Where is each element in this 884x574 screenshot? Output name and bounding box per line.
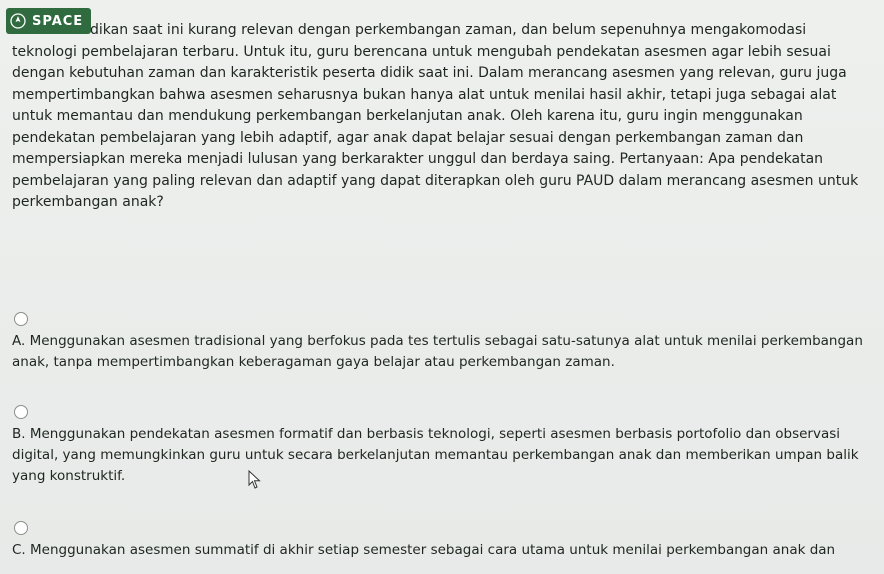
answer-option-c-text[interactable]: C. Menggunakan asesmen summatif di akhir setiap semester sebagai cara utama untuk menilai perkembangan anak dan <box>12 542 836 558</box>
radio-button-icon[interactable] <box>14 521 28 535</box>
answer-option-c[interactable] <box>12 521 874 561</box>
answer-option-a[interactable] <box>12 312 874 373</box>
logo-text: SPACE <box>32 13 84 29</box>
answer-option-b-text[interactable]: B. Menggunakan pendekatan asesmen formatif dan berbasis teknologi, seperti asesmen berbasis portofolio dan observasi digital, yang memungkinkan guru untuk secara berkelanjutan memantau perkembangan anak dan memberikan umpan balik yang konstruktif. <box>12 426 859 484</box>
answer-option-a-text[interactable]: A. Menggunakan asesmen tradisional yang berfokus pada tes tertulis sebagai satu-satunya alat untuk menilai perkembangan anak, tanpa mempertimbangkan keberagaman gaya belajar atau perkembangan zaman. <box>12 333 863 370</box>
answer-option-b[interactable] <box>12 405 874 487</box>
radio-button-icon[interactable] <box>14 312 28 326</box>
mouse-pointer-icon <box>248 470 262 490</box>
question-text: dikan saat ini kurang relevan dengan perkembangan zaman, dan belum sepenuhnya mengakomodasi teknologi pembelajaran terbaru. Untuk itu, guru berencana untuk mengubah pendekatan asesmen agar lebih sesuai dengan kebutuhan zaman dan karakteristik peserta didik saat ini. Dalam merancang asesmen yang relevan, guru juga mempertimbangkan bahwa asesmen seharusnya bukan hanya alat untuk menilai hasil akhir, tetapi juga sebagai alat untuk memantau dan mendukung perkembangan berkelanjutan anak. Oleh karena itu, guru ingin menggunakan pendekatan pembelajaran yang lebih adaptif, agar anak dapat belajar sesuai dengan perkembangan zaman dan mempersiapkan mereka menjadi lulusan yang berkarakter unggul dan berdaya saing. Pertanyaan: Apa pendekatan pembelajaran yang paling relevan dan adaptif yang dapat diterapkan oleh guru PAUD dalam merancang asesmen untuk perkembangan anak? <box>12 22 859 210</box>
radio-button-icon[interactable] <box>14 405 28 419</box>
